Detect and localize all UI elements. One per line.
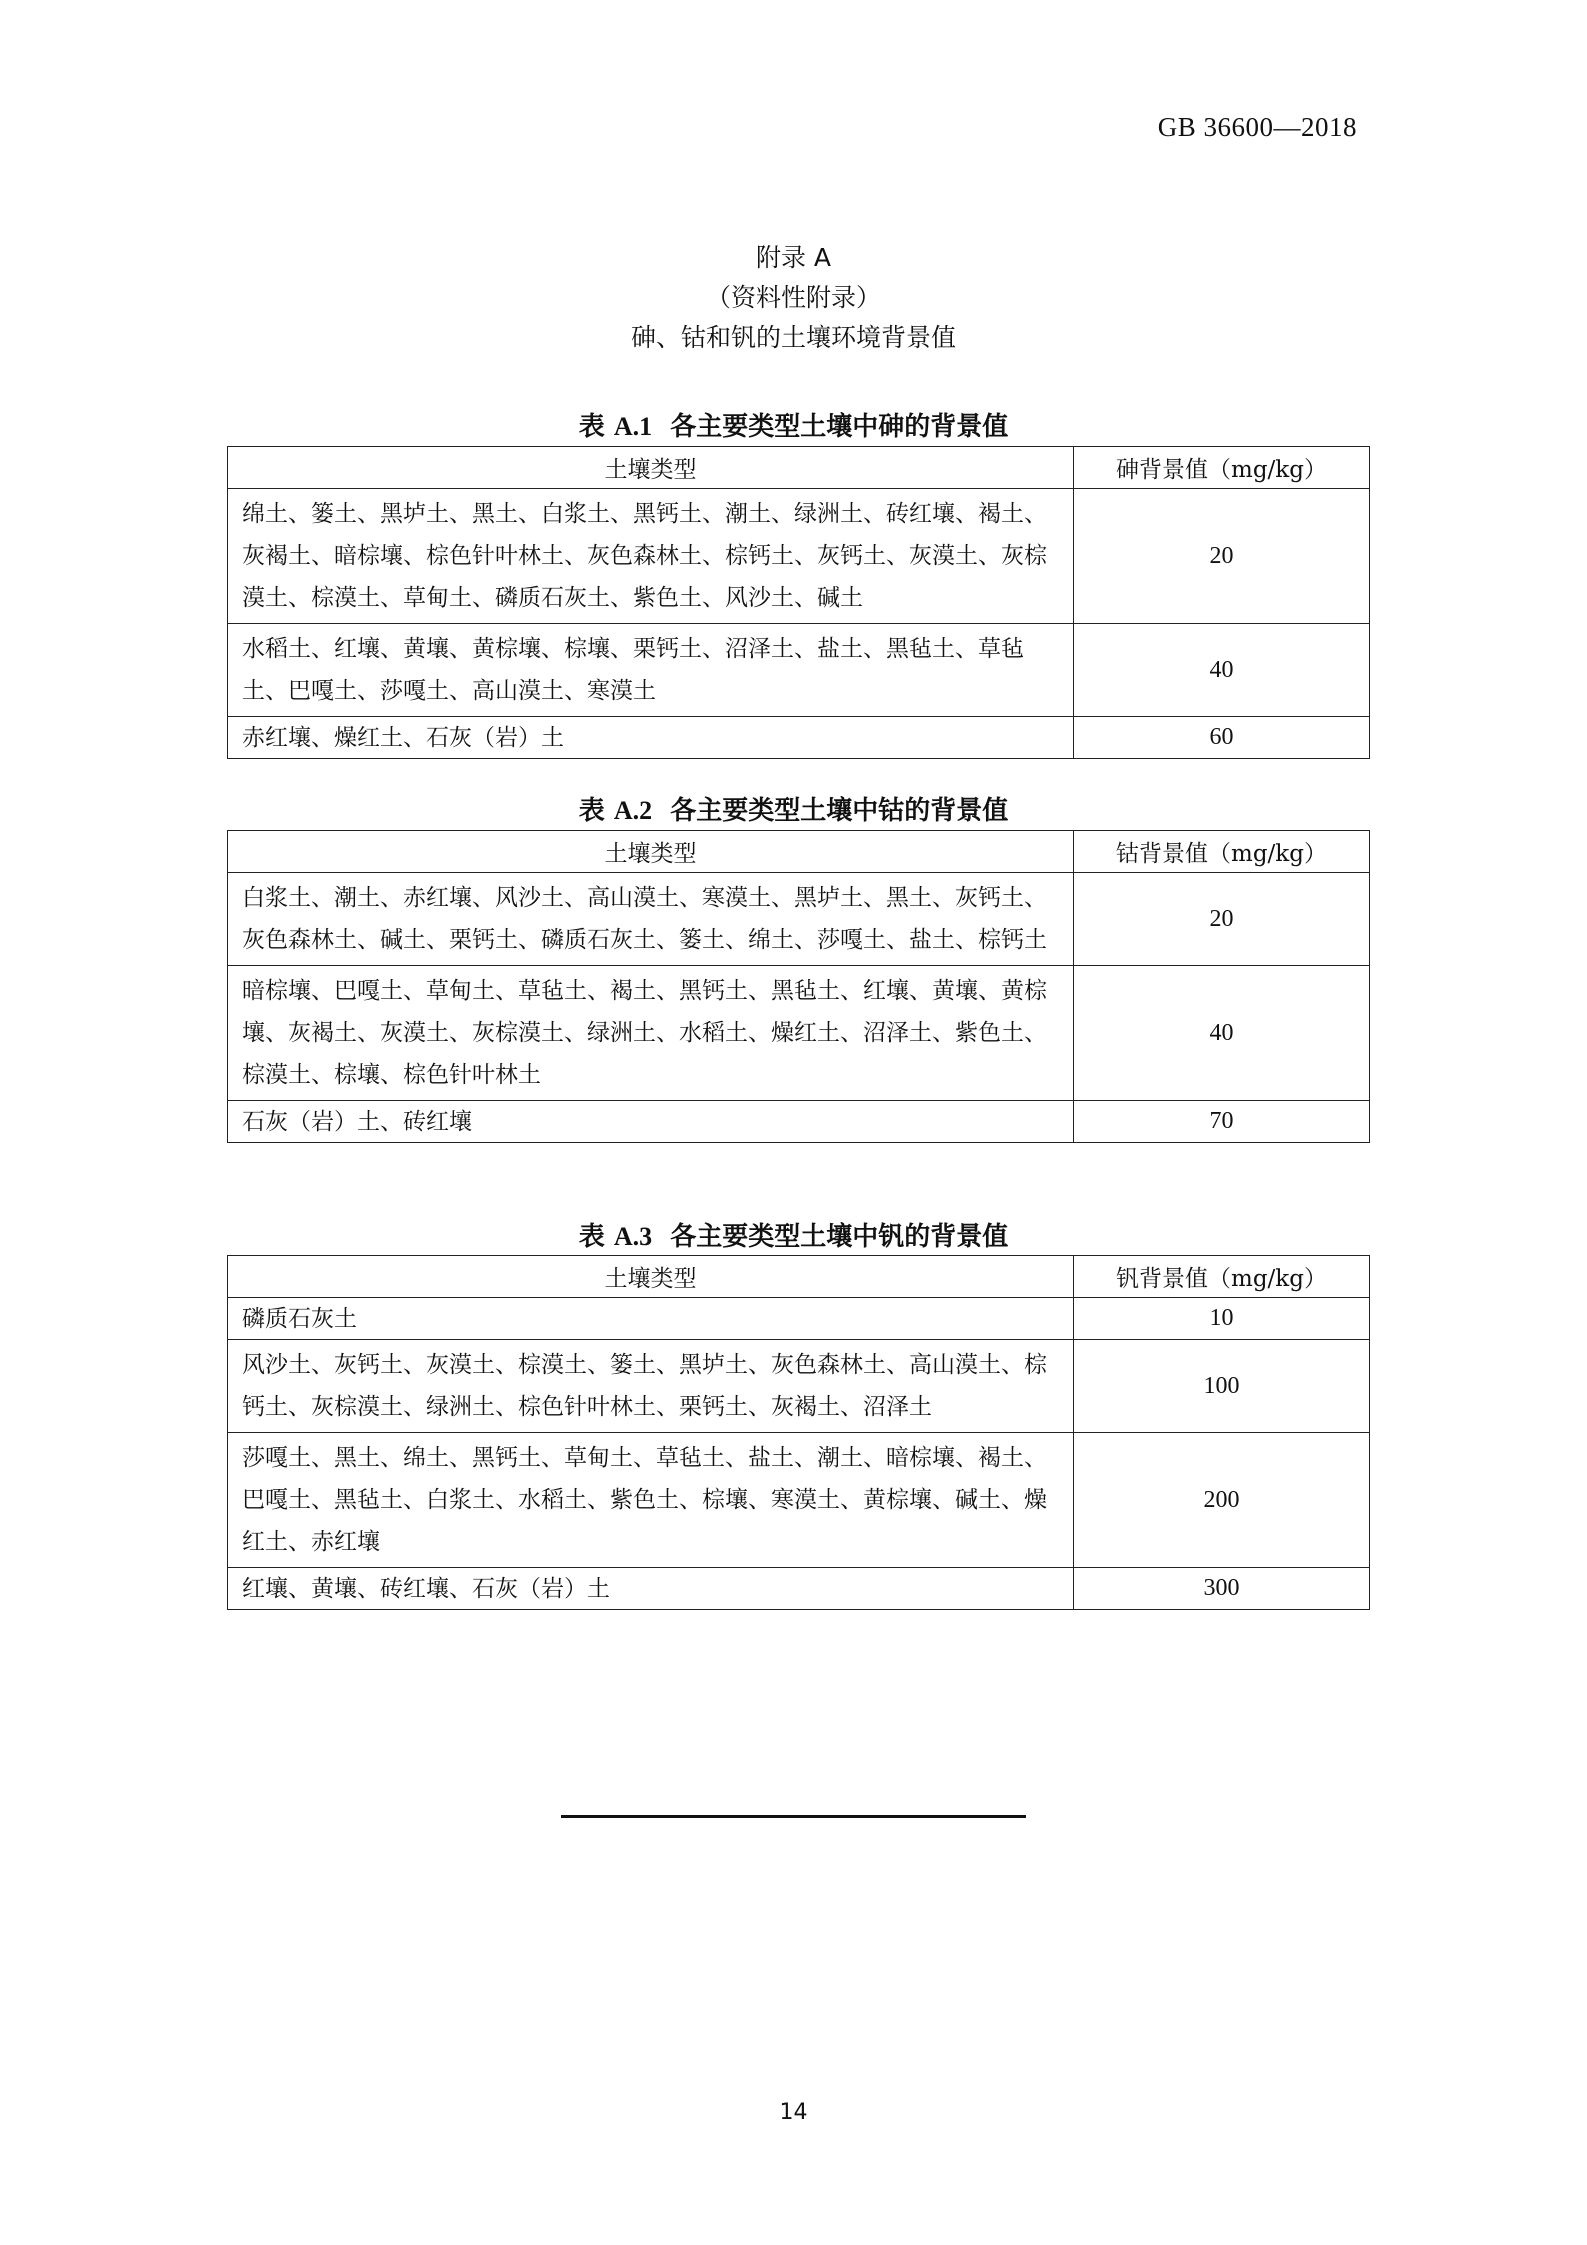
table-header-row xyxy=(228,447,1370,489)
header-soil-type: 土壤类型 xyxy=(228,447,1074,489)
header-background-value: 钴背景值（mg/kg） xyxy=(1074,831,1370,873)
value-cell: 70 xyxy=(1074,1101,1370,1143)
header-soil-type: 土壤类型 xyxy=(228,831,1074,873)
soil-types-cell: 绵土、篓土、黑垆土、黑土、白浆土、黑钙土、潮土、绿洲土、砖红壤、褐土、灰褐土、暗棕壤、棕色针叶林土、灰色森林土、棕钙土、灰钙土、灰漠土、灰棕漠土、棕漠土、草甸土、磷质石灰土、紫色土、风沙土、碱土 xyxy=(228,489,1074,624)
table-title-prefix: 表 xyxy=(578,796,614,826)
table-row xyxy=(228,966,1370,1101)
value-cell: 100 xyxy=(1074,1340,1370,1433)
value-cell: 300 xyxy=(1074,1568,1370,1610)
value-cell: 40 xyxy=(1074,966,1370,1101)
value-cell: 200 xyxy=(1074,1433,1370,1568)
value-cell: 40 xyxy=(1074,624,1370,717)
appendix-type: （资料性附录） xyxy=(705,283,881,312)
table-a3-title xyxy=(0,1216,1587,1253)
table-row xyxy=(228,489,1370,624)
table-row xyxy=(228,873,1370,966)
table-row xyxy=(228,624,1370,717)
table-number: A.1 xyxy=(613,412,653,441)
table-row xyxy=(228,1101,1370,1143)
value-cell: 60 xyxy=(1074,717,1370,759)
table-title-prefix: 表 xyxy=(578,412,614,442)
table-title-text: 各主要类型土壤中钴的背景值 xyxy=(670,796,1009,826)
table-title-prefix: 表 xyxy=(578,1222,614,1252)
table-header-row xyxy=(228,1256,1370,1298)
soil-types-cell: 红壤、黄壤、砖红壤、石灰（岩）土 xyxy=(228,1568,1074,1610)
page-number: 14 xyxy=(779,2100,808,2125)
table-number: A.2 xyxy=(613,796,653,825)
appendix-heading xyxy=(0,238,1587,358)
table-a3 xyxy=(227,1255,1370,1610)
table-header-row xyxy=(228,831,1370,873)
table-a1 xyxy=(227,446,1370,759)
table-row xyxy=(228,717,1370,759)
header-soil-type: 土壤类型 xyxy=(228,1256,1074,1298)
appendix-label: 附录 A xyxy=(755,243,832,272)
table-a1-title xyxy=(0,406,1587,443)
value-cell: 10 xyxy=(1074,1298,1370,1340)
appendix-title: 砷、钴和钒的土壤环境背景值 xyxy=(630,323,956,352)
table-row xyxy=(228,1340,1370,1433)
table-a2 xyxy=(227,830,1370,1143)
soil-types-cell: 赤红壤、燥红土、石灰（岩）土 xyxy=(228,717,1074,759)
soil-types-cell: 石灰（岩）土、砖红壤 xyxy=(228,1101,1074,1143)
table-number: A.3 xyxy=(613,1222,653,1251)
table-row xyxy=(228,1298,1370,1340)
value-cell: 20 xyxy=(1074,873,1370,966)
soil-types-cell: 莎嘎土、黑土、绵土、黑钙土、草甸土、草毡土、盐土、潮土、暗棕壤、褐土、巴嘎土、黑毡土、白浆土、水稻土、紫色土、棕壤、寒漠土、黄棕壤、碱土、燥红土、赤红壤 xyxy=(228,1433,1074,1568)
table-title-text: 各主要类型土壤中钒的背景值 xyxy=(670,1222,1009,1252)
standard-number: GB 36600—2018 xyxy=(1157,112,1357,142)
soil-types-cell: 水稻土、红壤、黄壤、黄棕壤、棕壤、栗钙土、沼泽土、盐土、黑毡土、草毡土、巴嘎土、莎嘎土、高山漠土、寒漠土 xyxy=(228,624,1074,717)
end-rule-divider xyxy=(561,1815,1026,1818)
value-cell: 20 xyxy=(1074,489,1370,624)
soil-types-cell: 磷质石灰土 xyxy=(228,1298,1074,1340)
table-title-text: 各主要类型土壤中砷的背景值 xyxy=(670,412,1009,442)
header-background-value: 砷背景值（mg/kg） xyxy=(1074,447,1370,489)
soil-types-cell: 风沙土、灰钙土、灰漠土、棕漠土、篓土、黑垆土、灰色森林土、高山漠土、棕钙土、灰棕漠土、绿洲土、棕色针叶林土、栗钙土、灰褐土、沼泽土 xyxy=(228,1340,1074,1433)
soil-types-cell: 白浆土、潮土、赤红壤、风沙土、高山漠土、寒漠土、黑垆土、黑土、灰钙土、灰色森林土、碱土、栗钙土、磷质石灰土、篓土、绵土、莎嘎土、盐土、棕钙土 xyxy=(228,873,1074,966)
table-row xyxy=(228,1568,1370,1610)
soil-types-cell: 暗棕壤、巴嘎土、草甸土、草毡土、褐土、黑钙土、黑毡土、红壤、黄壤、黄棕壤、灰褐土、灰漠土、灰棕漠土、绿洲土、水稻土、燥红土、沼泽土、紫色土、棕漠土、棕壤、棕色针叶林土 xyxy=(228,966,1074,1101)
table-a2-title xyxy=(0,790,1587,827)
header-background-value: 钒背景值（mg/kg） xyxy=(1074,1256,1370,1298)
table-row xyxy=(228,1433,1370,1568)
